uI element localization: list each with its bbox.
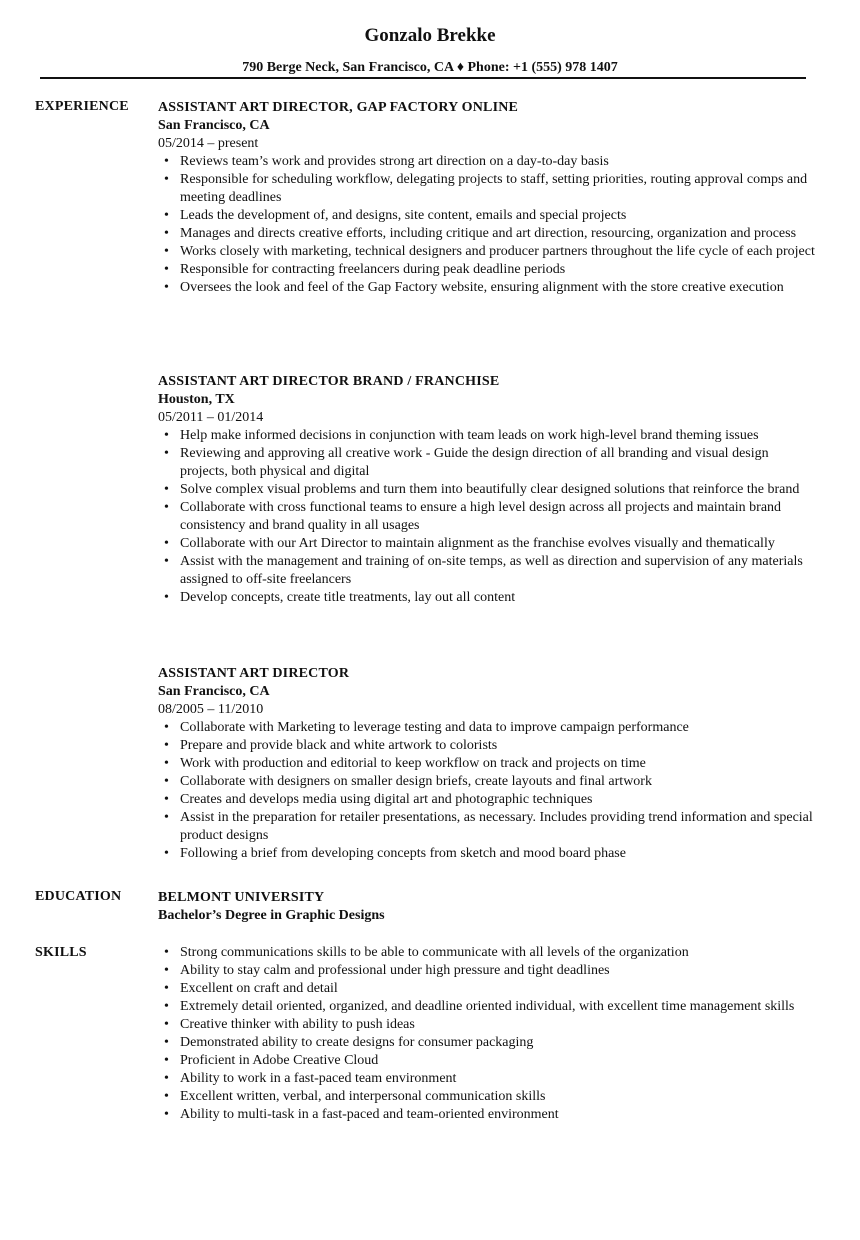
list-item: • Oversees the look and feel of the Gap Factory website, ensuring alignment with the store creative execution — [158, 279, 818, 297]
list-item: • Help make informed decisions in conjunction with team leads on work high-level brand theming issues — [158, 427, 818, 445]
education-entry — [158, 889, 818, 925]
list-item: • Excellent on craft and detail — [158, 980, 818, 998]
list-item: • Works closely with marketing, technical designers and producer partners throughout the life cycle of each project — [158, 243, 818, 261]
job-dates: 08/2005 – 11/2010 — [158, 702, 264, 717]
job-location: Houston, TX — [158, 392, 235, 407]
list-item: • Leads the development of, and designs, site content, emails and special projects — [158, 207, 818, 225]
list-item: • Ability to stay calm and professional under high pressure and tight deadlines — [158, 962, 818, 980]
list-item: • Collaborate with our Art Director to maintain alignment as the franchise evolves visually and thematically — [158, 535, 818, 553]
experience-heading: EXPERIENCE — [35, 99, 129, 114]
list-item: • Ability to multi-task in a fast-paced and team-oriented environment — [158, 1106, 818, 1124]
header-divider — [40, 77, 806, 79]
job-location: San Francisco, CA — [158, 684, 270, 699]
list-item: • Manages and directs creative efforts, including critique and art direction, resourcing, organization and process — [158, 225, 818, 243]
skills-heading: SKILLS — [35, 945, 87, 960]
list-item: • Prepare and provide black and white artwork to colorists — [158, 737, 818, 755]
list-item: • Collaborate with cross functional teams to ensure a high level design across all projects and maintain brand consistency and brand quality in all usages — [158, 499, 818, 535]
list-item: • Collaborate with Marketing to leverage testing and data to improve campaign performance — [158, 719, 818, 737]
list-item: • Solve complex visual problems and turn them into beautifully clear designed solutions that reinforce the brand — [158, 481, 818, 499]
job-entry — [158, 373, 818, 607]
job-location: San Francisco, CA — [158, 118, 270, 133]
list-item: • Proficient in Adobe Creative Cloud — [158, 1052, 818, 1070]
list-item: • Strong communications skills to be able to communicate with all levels of the organization — [158, 944, 818, 962]
list-item: • Extremely detail oriented, organized, and deadline oriented individual, with excellent time management skills — [158, 998, 818, 1016]
job-dates: 05/2011 – 01/2014 — [158, 410, 264, 425]
list-item: • Demonstrated ability to create designs for consumer packaging — [158, 1034, 818, 1052]
list-item: • Work with production and editorial to keep workflow on track and projects on time — [158, 755, 818, 773]
list-item: • Responsible for contracting freelancers during peak deadline periods — [158, 261, 818, 279]
list-item: • Assist with the management and training of on-site temps, as well as direction and supervision of any materials assigned to off-site freelancers — [158, 553, 818, 589]
education-heading: EDUCATION — [35, 889, 122, 904]
list-item: • Creates and develops media using digital art and photographic techniques — [158, 791, 818, 809]
skills-bullets — [158, 944, 818, 1124]
job-entry — [158, 665, 818, 863]
job-title: ASSISTANT ART DIRECTOR BRAND / FRANCHISE — [158, 374, 500, 389]
degree: Bachelor’s Degree in Graphic Designs — [158, 908, 385, 923]
list-item: • Collaborate with designers on smaller design briefs, create layouts and final artwork — [158, 773, 818, 791]
job-title: ASSISTANT ART DIRECTOR, GAP FACTORY ONLINE — [158, 100, 519, 115]
list-item: • Following a brief from developing concepts from sketch and mood board phase — [158, 845, 818, 863]
list-item: • Responsible for scheduling workflow, delegating projects to staff, setting priorities, routing approval comps and meeting deadlines — [158, 171, 818, 207]
job-bullets — [158, 719, 818, 863]
list-item: • Excellent written, verbal, and interpersonal communication skills — [158, 1088, 818, 1106]
contact-line: 790 Berge Neck, San Francisco, CA ♦ Phone: +1 (555) 978 1407 — [242, 60, 618, 75]
list-item: • Assist in the preparation for retailer presentations, as necessary. Includes providing trend information and special product designs — [158, 809, 818, 845]
job-bullets — [158, 153, 818, 297]
list-item: • Reviewing and approving all creative work - Guide the design direction of all branding and visual design projects, both physical and digital — [158, 445, 818, 481]
skills-list — [158, 944, 818, 1124]
list-item: • Reviews team’s work and provides strong art direction on a day-to-day basis — [158, 153, 818, 171]
list-item: • Creative thinker with ability to push ideas — [158, 1016, 818, 1034]
candidate-name: Gonzalo Brekke — [364, 25, 496, 46]
school-name: BELMONT UNIVERSITY — [158, 890, 325, 905]
job-dates: 05/2014 – present — [158, 136, 259, 151]
job-title: ASSISTANT ART DIRECTOR — [158, 666, 350, 681]
list-item: • Develop concepts, create title treatments, lay out all content — [158, 589, 818, 607]
job-bullets — [158, 427, 818, 607]
list-item: • Ability to work in a fast-paced team environment — [158, 1070, 818, 1088]
job-entry — [158, 99, 818, 297]
